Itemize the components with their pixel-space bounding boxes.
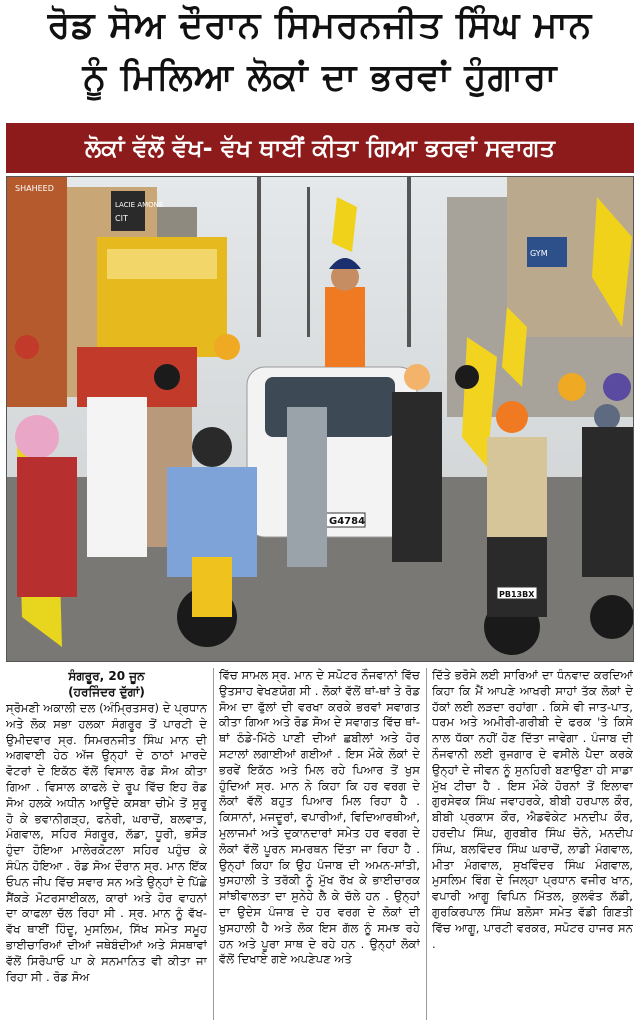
article-body <box>6 668 634 1020</box>
sign-text-1: LACIE AMONE <box>115 201 164 209</box>
headline <box>0 0 640 116</box>
headline-line-2: ਨੂੰ ਮਿਲਿਆ ਲੋਕਾਂ ਦਾ ਭਰਵਾਂ ਹੁੰਗਾਰਾ <box>82 57 558 98</box>
article-column-3: ਦਿੱਤੇ ਭਰੋਸੇ ਲਈ ਸਾਰਿਆਂ ਦਾ ਧੰਨਵਾਦ ਕਰਦਿਆਂ ਕਿਹਾ ਕਿ ਮੈਂ ਆਪਣੇ ਆਖਰੀ ਸਾਹਾਂ ਤੱਕ ਲੋਕਾਂ ਦੇ ਹੱਕਾਂ ਲਈ ਲੜਦਾ ਰਹਾਂਗਾ . ਕਿਸੇ ਵੀ ਜਾਤ-ਪਾਤ, ਧਰਮ ਅਤੇ ਅਮੀਰੀ-ਗਰੀਬੀ ਦੇ ਫਰਕ 'ਤੇ ਕਿਸੇ ਨਾਲ ਧੱਕਾ ਨਹੀਂ ਹੋਣ ਦਿੱਤਾ ਜਾਵੇਗਾ . ਪੰਜਾਬ ਦੀ ਨੌਜਵਾਨੀ ਲਈ ਰੁਜਗਾਰ ਦੇ ਵਸੀਲੇ ਪੈਦਾ ਕਰਕੇ ਉਨ੍ਹਾਂ ਦੇ ਜੀਵਨ ਨੂੰ ਸੁਨਹਿਰੀ ਬਣਾਉਣਾ ਹੀ ਸਾਡਾ ਮੁੱਖ ਟੀਚਾ ਹੈ . ਇਸ ਮੌਕੇ ਹੋਰਨਾਂ ਤੋਂ ਇਲਾਵਾ ਗੁਰਸੇਵਕ ਸਿੰਘ ਜਵਾਹਰਕੇ, ਬੀਬੀ ਹਰਪਾਲ ਕੌਰ, ਬੀਬੀ ਪ੍ਰਕਾਸ ਕੌਰ, ਐਡਵੋਕੇਟ ਮਨਦੀਪ ਕੌਰ, ਹਰਦੀਪ ਸਿੰਘ, ਗੁਰਬੀਰ ਸਿੰਘ ਚੋਨੇ, ਮਨਦੀਪ ਸਿੰਘ, ਬਲਵਿੰਦਰ ਸਿੰਘ ਘਰਾਚੋਂ, ਲਾਡੀ ਮੰਗਵਾਲ, ਮੀਤਾ ਮੰਗਵਾਲ, ਸੁਖਵਿੰਦਰ ਸਿੰਘ ਮੰਗਵਾਲ, ਮੁਸਲਿਮ ਵਿੰਗ ਦੇ ਜਿਲ੍ਹਾ ਪ੍ਰਧਾਨ ਵਜੀਰ ਖਾਨ, ਵਪਾਰੀ ਆਗੂ ਵਿਪਿਨ ਮਿੱਤਲ, ਕੁਲਵੰਤ ਲੱਡੀ, ਗੁਰਕਿਰਪਾਲ ਸਿੰਘ ਬਲੋਸਾ ਸਮੇਤ ਵੱਡੀ ਗਿਣਤੀ ਵਿੱਚ ਆਗੂ, ਪਾਰਟੀ ਵਰਕਰ, ਸਪੋਟਰ ਹਾਜਰ ਸਨ . <box>432 668 633 951</box>
car-plate-text: G4784 <box>329 516 366 527</box>
sign-text-2: CIT <box>115 214 128 223</box>
article-column-1 <box>6 668 207 1020</box>
dateline: ਸੰਗਰੂਰ, 20 ਜੂਨ <box>68 669 145 683</box>
news-photo <box>6 176 634 662</box>
subheadline-banner: ਲੋਕਾਂ ਵੱਲੋਂ ਵੱਖ- ਵੱਖ ਥਾਈਂ ਕੀਤਾ ਗਿਆ ਭਰਵਾਂ ਸਵਾਗਤ <box>6 123 634 173</box>
byline: (ਹਰਜਿੰਦਰ ਦੁੱਗਾਂ) <box>68 685 145 699</box>
article-column-2: ਵਿੱਚ ਸਾਮਲ ਸ੍ਰ. ਮਾਨ ਦੇ ਸਪੋਟਰ ਨੌਜਵਾਨਾਂ ਵਿੱਚ ਉਤਸਾਹ ਵੇਖਣਯੋਗ ਸੀ . ਲੋਕਾਂ ਵੱਲੋਂ ਥਾਂ-ਥਾਂ ਤੇ ਰੋਡ ਸੋਅ ਦਾ ਫੁੱਲਾਂ ਦੀ ਵਰਖਾ ਕਰਕੇ ਭਰਵਾਂ ਸਵਾਗਤ ਕੀਤਾ ਗਿਆ ਅਤੇ ਰੋਡ ਸੋਅ ਦੇ ਸਵਾਗਤ ਵਿੱਚ ਥਾਂ-ਥਾਂ ਠੰਡੇ-ਮਿੱਠੇ ਪਾਣੀ ਦੀਆਂ ਛਬੀਲਾਂ ਅਤੇ ਹੋਰ ਸਟਾਲਾਂ ਲਗਾਈਆਂ ਗਈਆਂ . ਇਸ ਮੌਕੇ ਲੋਕਾਂ ਦੇ ਭਰਵੇਂ ਇਕੱਠ ਅਤੇ ਮਿਲ ਰਹੇ ਪਿਆਰ ਤੋਂ ਖੁਸ ਹੁੰਦਿਆਂ ਸ੍ਰ. ਮਾਨ ਨੇ ਕਿਹਾ ਕਿ ਹਰ ਵਰਗ ਦੇ ਲੋਕਾਂ ਵੱਲੋਂ ਬਹੁਤ ਪਿਆਰ ਮਿਲ ਰਿਹਾ ਹੈ . ਕਿਸਾਨਾਂ, ਮਜਦੂਰਾਂ, ਵਪਾਰੀਆਂ, ਵਿਦਿਆਰਥੀਆਂ, ਮੁਲਾਜਮਾਂ ਅਤੇ ਦੁਕਾਨਦਾਰਾਂ ਸਮੇਤ ਹਰ ਵਰਗ ਦੇ ਲੋਕਾਂ ਵੱਲੋਂ ਪੂਰਨ ਸਮਰਥਨ ਦਿੱਤਾ ਜਾ ਰਿਹਾ ਹੈ . ਉਨ੍ਹਾਂ ਕਿਹਾ ਕਿ ਉਹ ਪੰਜਾਬ ਦੀ ਅਮਨ-ਸਾਂਤੀ, ਖੁਸਹਾਲੀ ਤੇ ਤਰੱਕੀ ਨੂੰ ਮੁੱਖ ਰੱਖ ਕੇ ਭਾਈਚਾਰਕ ਸਾਂਝੀਵਾਲਤਾ ਦਾ ਸੁਨੇਹੇ ਲੈ ਕੇ ਚੱਲੇ ਹਨ . ਉਨ੍ਹਾਂ ਦਾ ਉਦੇਸ ਪੰਜਾਬ ਦੇ ਹਰ ਵਰਗ ਦੇ ਲੋਕਾਂ ਦੀ ਖੁਸਹਾਲੀ ਹੈ ਅਤੇ ਲੋਕ ਇਸ ਗੱਲ ਨੂੰ ਸਮਝ ਰਹੇ ਹਨ ਅਤੇ ਪੂਰਾ ਸਾਥ ਦੇ ਰਹੇ ਹਨ . ਉਨ੍ਹਾਂ ਲੋਕਾਂ ਵੱਲੋਂ ਦਿਖਾਏ ਗਏ ਅਪਣੇਪਣ ਅਤੇ <box>219 668 420 967</box>
column-divider <box>213 668 214 1020</box>
sign-text-4: GYM <box>530 249 548 258</box>
column-divider <box>426 668 427 1020</box>
article-column-1-text: ਸ੍ਰੋਮਣੀ ਅਕਾਲੀ ਦਲ (ਅੰਮ੍ਰਿਤਸਰ) ਦੇ ਪ੍ਰਧਾਨ ਅਤੇ ਲੋਕ ਸਭਾ ਹਲਕਾ ਸੰਗਰੂਰ ਤੋਂ ਪਾਰਟੀ ਦੇ ਉਮੀਦਵਾਰ ਸ੍ਰ. ਸਿਮਰਨਜੀਤ ਸਿੰਘ ਮਾਨ ਦੀ ਅਗਵਾਈ ਹੇਠ ਅੱਜ ਉਨ੍ਹਾਂ ਦੇ ਠਾਠਾਂ ਮਾਰਦੇ ਵੋਟਰਾਂ ਦੇ ਇਕੱਠ ਵੱਲੋਂ ਵਿਸਾਲ ਰੋਡ ਸੋਅ ਕੀਤਾ ਗਿਆ . ਵਿਸਾਲ ਕਾਫਲੇ ਦੇ ਰੂਪ ਵਿੱਚ ਇਹ ਰੋਡ ਸੋਅ ਹਲਕੇ ਅਧੀਨ ਆਉਂਦੇ ਕਸਬਾ ਚੀਮੇ ਤੋਂ ਸੁਰੂ ਹੋ ਕੇ ਭਵਾਨੀਗੜ੍ਹ, ਫਨੇਰੀ, ਘਰਾਚੋਂ, ਬਲਵਾੜ, ਮੰਗਵਾਲ, ਸਹਿਰ ਸੰਗਰੂਰ, ਲੱਡਾ, ਧੂਰੀ, ਭਸੌੜ ਹੁੰਦਾ ਹੋਇਆ ਮਾਲੇਰਕੋਟਲਾ ਸਹਿਰ ਪਹੁੰਚ ਕੇ ਸੰਪੰਨ ਹੋਇਆ . ਰੋਡ ਸੋਅ ਦੌਰਾਨ ਸ੍ਰ. ਮਾਨ ਇੱਕ ਓਪਨ ਜੀਪ ਵਿੱਚ ਸਵਾਰ ਸਨ ਅਤੇ ਉਨ੍ਹਾਂ ਦੇ ਪਿੱਛੇ ਸੈਂਕੜੇ ਮੋਟਰਸਾਈਕਲ, ਕਾਰਾਂ ਅਤੇ ਹੋਰ ਵਾਹਨਾਂ ਦਾ ਕਾਫਲਾ ਚੱਲ ਰਿਹਾ ਸੀ . ਸ੍ਰ. ਮਾਨ ਨੂੰ ਵੱਖ-ਵੱਖ ਥਾਈਂ ਹਿੰਦੂ, ਮੁਸਲਿਮ, ਸਿੱਖ ਸਮੇਤ ਸਮੂਹ ਭਾਈਚਾਰਿਆਂ ਦੀਆਂ ਜਥੇਬੰਦੀਆਂ ਅਤੇ ਸੰਸਥਾਵਾਂ ਵੱਲੋਂ ਸਿਰੋਪਾਓ ਪਾ ਕੇ ਸਨਮਾਨਿਤ ਵੀ ਕੀਤਾ ਜਾ ਰਿਹਾ ਸੀ . ਰੋਡ ਸੋਅ <box>6 701 207 984</box>
sign-text-0: SHAHEED <box>15 184 54 193</box>
headline-line-1: ਰੋਡ ਸੋਅ ਦੌਰਾਨ ਸਿਮਰਨਜੀਤ ਸਿੰਘ ਮਾਨ <box>47 5 593 46</box>
road-show-photo-illustration <box>7 177 633 661</box>
bike-plate-text: PB13BX <box>499 590 535 599</box>
